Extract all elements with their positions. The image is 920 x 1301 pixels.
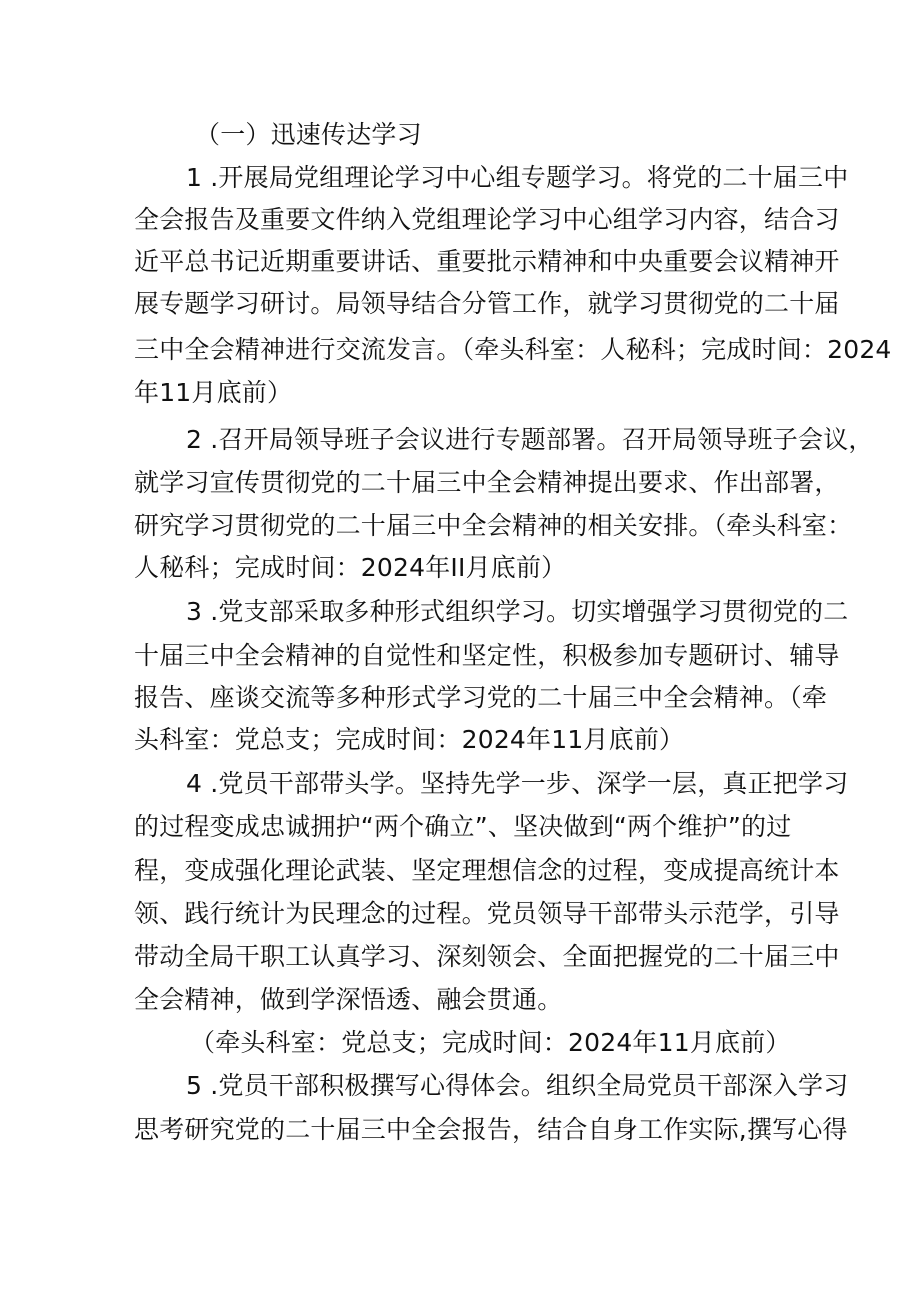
item-5-line-2: 思考研究党的二十届三中全会报告，结合自身工作实际,撰写心得 bbox=[134, 1115, 848, 1144]
item-2-line-4: 人秘科；完成时间：2024年II月底前） bbox=[134, 553, 567, 582]
item-4-line-2: 的过程变成忠诚拥护“两个确立”、坚决做到“两个维护”的过 bbox=[134, 812, 792, 841]
item-2-line-2: 就学习宣传贯彻党的二十届三中全会精神提出要求、作出部署， bbox=[134, 468, 840, 497]
item-4-line-5: 带动全局干职工认真学习、深刻领会、全面把握党的二十届三中 bbox=[134, 942, 840, 971]
item-3-line-4: 头科室：党总支；完成时间：2024年11月底前） bbox=[134, 725, 685, 754]
item-1-line-5: 三中全会精神进行交流发言。（牵头科室：人秘科；完成时间：2024 bbox=[134, 335, 892, 364]
item-3-line-3: 报告、座谈交流等多种形式学习党的二十届三中全会精神。（牵 bbox=[134, 683, 828, 712]
item-4-line-1: 4 .党员干部带头学。坚持先学一步、深学一层，真正把学习 bbox=[186, 769, 849, 798]
item-1-line-6: 年11月底前） bbox=[134, 378, 293, 407]
item-3-line-2: 十届三中全会精神的自觉性和坚定性，积极参加专题研讨、辅导 bbox=[134, 641, 840, 670]
item-1-line-2: 全会报告及重要文件纳入党组理论学习中心组学习内容，结合习 bbox=[134, 205, 840, 234]
item-4-line-4: 领、践行统计为民理念的过程。党员领导干部带头示范学，引导 bbox=[134, 899, 840, 928]
item-1-line-4: 展专题学习研讨。局领导结合分管工作，就学习贯彻党的二十届 bbox=[134, 289, 840, 318]
item-2-line-1: 2 .召开局领导班子会议进行专题部署。召开局领导班子会议， bbox=[186, 425, 874, 454]
section-heading: （一）迅速传达学习 bbox=[195, 120, 422, 149]
item-4-line-6: 全会精神，做到学深悟透、融会贯通。 bbox=[134, 985, 563, 1014]
item-4-line-3: 程，变成强化理论武装、坚定理想信念的过程，变成提高统计本 bbox=[134, 856, 840, 885]
item-3-line-1: 3 .党支部采取多种形式组织学习。切实增强学习贯彻党的二 bbox=[186, 597, 849, 626]
item-5-line-1: 5 .党员干部积极撰写心得体会。组织全局党员干部深入学习 bbox=[186, 1071, 849, 1100]
item-2-line-3: 研究学习贯彻党的二十届三中全会精神的相关安排。（牵头科室： bbox=[134, 511, 853, 540]
item-1-line-1: 1 .开展局党组理论学习中心组专题学习。将党的二十届三中 bbox=[186, 163, 849, 192]
item-1-line-3: 近平总书记近期重要讲话、重要批示精神和中央重要会议精神开 bbox=[134, 247, 840, 276]
item-4-responsibility-note: （牵头科室：党总支；完成时间：2024年11月底前） bbox=[190, 1028, 791, 1057]
